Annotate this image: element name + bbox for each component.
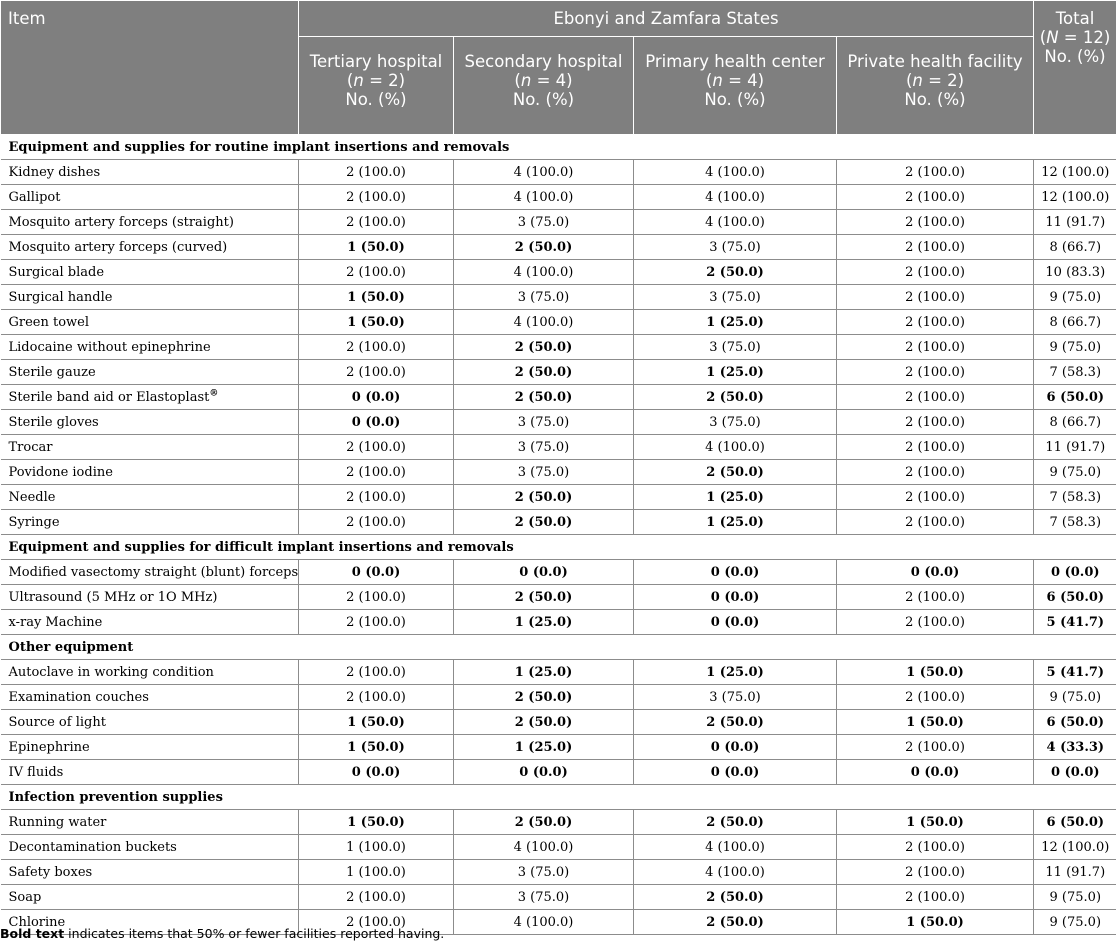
primary-health-center-cell: 4 (100.0)	[634, 835, 837, 860]
secondary-hospital-cell: 4 (100.0)	[454, 910, 634, 935]
private-health-facility-cell: 2 (100.0)	[837, 360, 1034, 385]
secondary-hospital-cell: 1 (25.0)	[454, 735, 634, 760]
table-row	[1, 385, 1116, 410]
primary-health-center-cell: 0 (0.0)	[634, 735, 837, 760]
total-header-stat: No. (%)	[1044, 47, 1106, 66]
total-cell: 8 (66.7)	[1034, 310, 1116, 335]
secondary-hospital-cell: 0 (0.0)	[454, 560, 634, 585]
tertiary-hospital-cell: 2 (100.0)	[299, 885, 454, 910]
secondary-hospital-cell: 2 (50.0)	[454, 810, 634, 835]
item-cell: Needle	[1, 485, 299, 510]
table-row	[1, 760, 1116, 785]
total-cell: 12 (100.0)	[1034, 160, 1116, 185]
secondary-hospital-cell: 4 (100.0)	[454, 310, 634, 335]
total-cell: 8 (66.7)	[1034, 235, 1116, 260]
item-cell: Syringe	[1, 510, 299, 535]
tertiary-hospital-cell: 1 (50.0)	[299, 285, 454, 310]
table-row	[1, 585, 1116, 610]
table-row	[1, 660, 1116, 685]
tertiary-hospital-header: Tertiary hospital (n = 2) No. (%)	[299, 37, 454, 135]
tertiary-hospital-cell: 2 (100.0)	[299, 460, 454, 485]
secondary-hospital-cell: 2 (50.0)	[454, 485, 634, 510]
primary-health-center-cell: 4 (100.0)	[634, 160, 837, 185]
tertiary-hospital-cell: 2 (100.0)	[299, 685, 454, 710]
item-cell: Povidone iodine	[1, 460, 299, 485]
table-row	[1, 410, 1116, 435]
private-health-facility-cell: 2 (100.0)	[837, 885, 1034, 910]
total-cell: 12 (100.0)	[1034, 185, 1116, 210]
total-cell: 12 (100.0)	[1034, 835, 1116, 860]
section-title: Equipment and supplies for routine implant insertions and removals	[1, 135, 1116, 160]
item-cell: Mosquito artery forceps (straight)	[1, 210, 299, 235]
total-cell: 7 (58.3)	[1034, 360, 1116, 385]
table-row	[1, 185, 1116, 210]
table-row	[1, 285, 1116, 310]
tertiary-hospital-cell: 2 (100.0)	[299, 260, 454, 285]
table-row	[1, 710, 1116, 735]
registered-mark: ®	[209, 388, 219, 399]
item-cell: Sterile gauze	[1, 360, 299, 385]
private-health-facility-cell: 0 (0.0)	[837, 560, 1034, 585]
primary-health-center-cell: 0 (0.0)	[634, 610, 837, 635]
secondary-hospital-cell: 2 (50.0)	[454, 360, 634, 385]
secondary-hospital-cell: 3 (75.0)	[454, 885, 634, 910]
private-health-facility-cell: 2 (100.0)	[837, 235, 1034, 260]
tertiary-hospital-cell: 1 (50.0)	[299, 735, 454, 760]
item-column-header: Item	[1, 1, 299, 135]
total-cell: 10 (83.3)	[1034, 260, 1116, 285]
private-health-facility-cell: 1 (50.0)	[837, 910, 1034, 935]
tertiary-hospital-cell: 1 (100.0)	[299, 860, 454, 885]
table-row	[1, 610, 1116, 635]
secondary-hospital-cell: 2 (50.0)	[454, 585, 634, 610]
primary-health-center-cell: 2 (50.0)	[634, 260, 837, 285]
private-health-facility-cell: 2 (100.0)	[837, 460, 1034, 485]
table-row	[1, 485, 1116, 510]
item-cell: Examination couches	[1, 685, 299, 710]
primary-health-center-cell: 2 (50.0)	[634, 460, 837, 485]
item-cell: Trocar	[1, 435, 299, 460]
item-cell: Ultrasound (5 MHz or 1O MHz)	[1, 585, 299, 610]
primary-health-center-cell: 3 (75.0)	[634, 285, 837, 310]
total-cell: 6 (50.0)	[1034, 710, 1116, 735]
secondary-hospital-header: Secondary hospital (n = 4) No. (%)	[454, 37, 634, 135]
primary-health-center-cell: 2 (50.0)	[634, 385, 837, 410]
private-health-facility-cell: 2 (100.0)	[837, 685, 1034, 710]
private-health-facility-cell: 2 (100.0)	[837, 260, 1034, 285]
private-health-facility-cell: 1 (50.0)	[837, 660, 1034, 685]
secondary-hospital-cell: 3 (75.0)	[454, 410, 634, 435]
section-header-row	[1, 535, 1116, 560]
total-cell: 9 (75.0)	[1034, 285, 1116, 310]
item-cell: Safety boxes	[1, 860, 299, 885]
tertiary-hospital-cell: 1 (50.0)	[299, 810, 454, 835]
tertiary-hospital-cell: 1 (50.0)	[299, 310, 454, 335]
footnote-text: indicates items that 50% or fewer facilities reported having.	[64, 926, 445, 941]
secondary-hospital-cell: 3 (75.0)	[454, 210, 634, 235]
tertiary-hospital-cell: 2 (100.0)	[299, 610, 454, 635]
private-health-facility-cell: 2 (100.0)	[837, 735, 1034, 760]
item-cell: Surgical blade	[1, 260, 299, 285]
tertiary-hospital-cell: 0 (0.0)	[299, 410, 454, 435]
item-cell: Sterile band aid or Elastoplast®	[1, 385, 299, 410]
table-footnote	[0, 926, 444, 941]
secondary-hospital-cell: 2 (50.0)	[454, 685, 634, 710]
table-row	[1, 310, 1116, 335]
table-row	[1, 335, 1116, 360]
private-health-facility-cell: 2 (100.0)	[837, 510, 1034, 535]
primary-health-center-cell: 0 (0.0)	[634, 760, 837, 785]
table-body	[1, 135, 1116, 935]
total-column-header	[1034, 1, 1116, 135]
tertiary-hospital-cell: 2 (100.0)	[299, 185, 454, 210]
table-row	[1, 510, 1116, 535]
tertiary-hospital-cell: 1 (50.0)	[299, 710, 454, 735]
tertiary-hospital-cell: 0 (0.0)	[299, 385, 454, 410]
item-cell: Decontamination buckets	[1, 835, 299, 860]
table-row	[1, 860, 1116, 885]
secondary-hospital-cell: 2 (50.0)	[454, 235, 634, 260]
table-header	[1, 1, 1116, 135]
secondary-hospital-cell: 1 (25.0)	[454, 610, 634, 635]
total-cell: 6 (50.0)	[1034, 810, 1116, 835]
table-row	[1, 835, 1116, 860]
section-header-row	[1, 135, 1116, 160]
secondary-hospital-cell: 3 (75.0)	[454, 460, 634, 485]
item-cell: Surgical handle	[1, 285, 299, 310]
primary-health-center-cell: 3 (75.0)	[634, 235, 837, 260]
private-health-facility-cell: 2 (100.0)	[837, 860, 1034, 885]
primary-health-center-cell: 3 (75.0)	[634, 335, 837, 360]
total-cell: 11 (91.7)	[1034, 210, 1116, 235]
primary-health-center-cell: 4 (100.0)	[634, 860, 837, 885]
total-cell: 6 (50.0)	[1034, 385, 1116, 410]
secondary-hospital-cell: 4 (100.0)	[454, 260, 634, 285]
secondary-hospital-cell: 4 (100.0)	[454, 185, 634, 210]
item-cell: Running water	[1, 810, 299, 835]
primary-health-center-cell: 1 (25.0)	[634, 360, 837, 385]
footnote-bold-part: Bold text	[0, 926, 65, 941]
private-health-facility-cell: 2 (100.0)	[837, 385, 1034, 410]
total-cell: 4 (33.3)	[1034, 735, 1116, 760]
private-health-facility-cell: 2 (100.0)	[837, 435, 1034, 460]
tertiary-hospital-cell: 2 (100.0)	[299, 660, 454, 685]
tertiary-hospital-cell: 1 (100.0)	[299, 835, 454, 860]
item-cell: IV fluids	[1, 760, 299, 785]
tertiary-hospital-cell: 2 (100.0)	[299, 485, 454, 510]
private-health-facility-header: Private health facility (n = 2) No. (%)	[837, 37, 1034, 135]
tertiary-hospital-cell: 2 (100.0)	[299, 335, 454, 360]
private-health-facility-cell: 2 (100.0)	[837, 485, 1034, 510]
total-cell: 5 (41.7)	[1034, 610, 1116, 635]
total-cell: 5 (41.7)	[1034, 660, 1116, 685]
table-row	[1, 235, 1116, 260]
primary-health-center-cell: 2 (50.0)	[634, 910, 837, 935]
section-title: Other equipment	[1, 635, 1116, 660]
item-cell: Kidney dishes	[1, 160, 299, 185]
primary-health-center-cell: 1 (25.0)	[634, 310, 837, 335]
secondary-hospital-cell: 4 (100.0)	[454, 835, 634, 860]
item-cell: Gallipot	[1, 185, 299, 210]
total-cell: 9 (75.0)	[1034, 685, 1116, 710]
primary-health-center-cell: 4 (100.0)	[634, 435, 837, 460]
private-health-facility-cell: 2 (100.0)	[837, 410, 1034, 435]
secondary-hospital-cell: 1 (25.0)	[454, 660, 634, 685]
item-cell: Autoclave in working condition	[1, 660, 299, 685]
secondary-hospital-cell: 4 (100.0)	[454, 160, 634, 185]
total-cell: 7 (58.3)	[1034, 485, 1116, 510]
total-cell: 9 (75.0)	[1034, 335, 1116, 360]
table-row	[1, 435, 1116, 460]
primary-health-center-header: Primary health center (n = 4) No. (%)	[634, 37, 837, 135]
item-cell: Modified vasectomy straight (blunt) forceps	[1, 560, 299, 585]
primary-health-center-cell: 3 (75.0)	[634, 410, 837, 435]
total-cell: 0 (0.0)	[1034, 760, 1116, 785]
secondary-hospital-cell: 0 (0.0)	[454, 760, 634, 785]
tertiary-hospital-cell: 2 (100.0)	[299, 435, 454, 460]
total-cell: 11 (91.7)	[1034, 435, 1116, 460]
tertiary-hospital-cell: 1 (50.0)	[299, 235, 454, 260]
item-cell: Mosquito artery forceps (curved)	[1, 235, 299, 260]
total-cell: 0 (0.0)	[1034, 560, 1116, 585]
tertiary-hospital-cell: 2 (100.0)	[299, 160, 454, 185]
primary-health-center-cell: 2 (50.0)	[634, 810, 837, 835]
secondary-hospital-cell: 3 (75.0)	[454, 435, 634, 460]
private-health-facility-cell: 2 (100.0)	[837, 835, 1034, 860]
primary-health-center-cell: 0 (0.0)	[634, 585, 837, 610]
primary-health-center-cell: 4 (100.0)	[634, 210, 837, 235]
secondary-hospital-cell: 2 (50.0)	[454, 510, 634, 535]
total-cell: 11 (91.7)	[1034, 860, 1116, 885]
primary-health-center-cell: 0 (0.0)	[634, 560, 837, 585]
total-cell: 9 (75.0)	[1034, 885, 1116, 910]
total-cell: 9 (75.0)	[1034, 910, 1116, 935]
table-row	[1, 885, 1116, 910]
total-cell: 6 (50.0)	[1034, 585, 1116, 610]
secondary-hospital-cell: 2 (50.0)	[454, 710, 634, 735]
secondary-hospital-cell: 3 (75.0)	[454, 285, 634, 310]
primary-health-center-cell: 2 (50.0)	[634, 710, 837, 735]
private-health-facility-cell: 2 (100.0)	[837, 585, 1034, 610]
secondary-hospital-cell: 3 (75.0)	[454, 860, 634, 885]
private-health-facility-cell: 2 (100.0)	[837, 285, 1034, 310]
tertiary-hospital-cell: 2 (100.0)	[299, 210, 454, 235]
tertiary-hospital-cell: 0 (0.0)	[299, 560, 454, 585]
tertiary-hospital-cell: 2 (100.0)	[299, 510, 454, 535]
section-title: Infection prevention supplies	[1, 785, 1116, 810]
private-health-facility-cell: 1 (50.0)	[837, 810, 1034, 835]
secondary-hospital-cell: 2 (50.0)	[454, 385, 634, 410]
total-cell: 9 (75.0)	[1034, 460, 1116, 485]
table-row	[1, 735, 1116, 760]
primary-health-center-cell: 2 (50.0)	[634, 885, 837, 910]
primary-health-center-cell: 1 (25.0)	[634, 660, 837, 685]
table-row	[1, 360, 1116, 385]
item-cell: Green towel	[1, 310, 299, 335]
item-cell: Source of light	[1, 710, 299, 735]
tertiary-hospital-cell: 2 (100.0)	[299, 910, 454, 935]
item-cell: x-ray Machine	[1, 610, 299, 635]
section-header-row	[1, 785, 1116, 810]
private-health-facility-cell: 1 (50.0)	[837, 710, 1034, 735]
tertiary-hospital-cell: 2 (100.0)	[299, 360, 454, 385]
table-row	[1, 260, 1116, 285]
private-health-facility-cell: 2 (100.0)	[837, 335, 1034, 360]
item-cell: Lidocaine without epinephrine	[1, 335, 299, 360]
private-health-facility-cell: 2 (100.0)	[837, 185, 1034, 210]
table-row	[1, 460, 1116, 485]
primary-health-center-cell: 4 (100.0)	[634, 185, 837, 210]
item-cell: Soap	[1, 885, 299, 910]
total-cell: 7 (58.3)	[1034, 510, 1116, 535]
total-header-n: (N = 12)	[1039, 28, 1111, 47]
primary-health-center-cell: 3 (75.0)	[634, 685, 837, 710]
tertiary-hospital-cell: 0 (0.0)	[299, 760, 454, 785]
states-group-header: Ebonyi and Zamfara States	[299, 1, 1034, 37]
section-title: Equipment and supplies for difficult implant insertions and removals	[1, 535, 1116, 560]
secondary-hospital-cell: 2 (50.0)	[454, 335, 634, 360]
total-cell: 8 (66.7)	[1034, 410, 1116, 435]
table-row	[1, 685, 1116, 710]
section-header-row	[1, 635, 1116, 660]
table-row	[1, 160, 1116, 185]
private-health-facility-cell: 2 (100.0)	[837, 210, 1034, 235]
primary-health-center-cell: 1 (25.0)	[634, 510, 837, 535]
table-row	[1, 560, 1116, 585]
private-health-facility-cell: 2 (100.0)	[837, 310, 1034, 335]
private-health-facility-cell: 2 (100.0)	[837, 160, 1034, 185]
tertiary-hospital-cell: 2 (100.0)	[299, 585, 454, 610]
private-health-facility-cell: 2 (100.0)	[837, 610, 1034, 635]
table-row	[1, 810, 1116, 835]
item-cell: Chlorine	[1, 910, 299, 935]
private-health-facility-cell: 0 (0.0)	[837, 760, 1034, 785]
primary-health-center-cell: 1 (25.0)	[634, 485, 837, 510]
total-header-label: Total	[1055, 9, 1095, 28]
item-cell: Epinephrine	[1, 735, 299, 760]
table-row	[1, 210, 1116, 235]
item-cell: Sterile gloves	[1, 410, 299, 435]
